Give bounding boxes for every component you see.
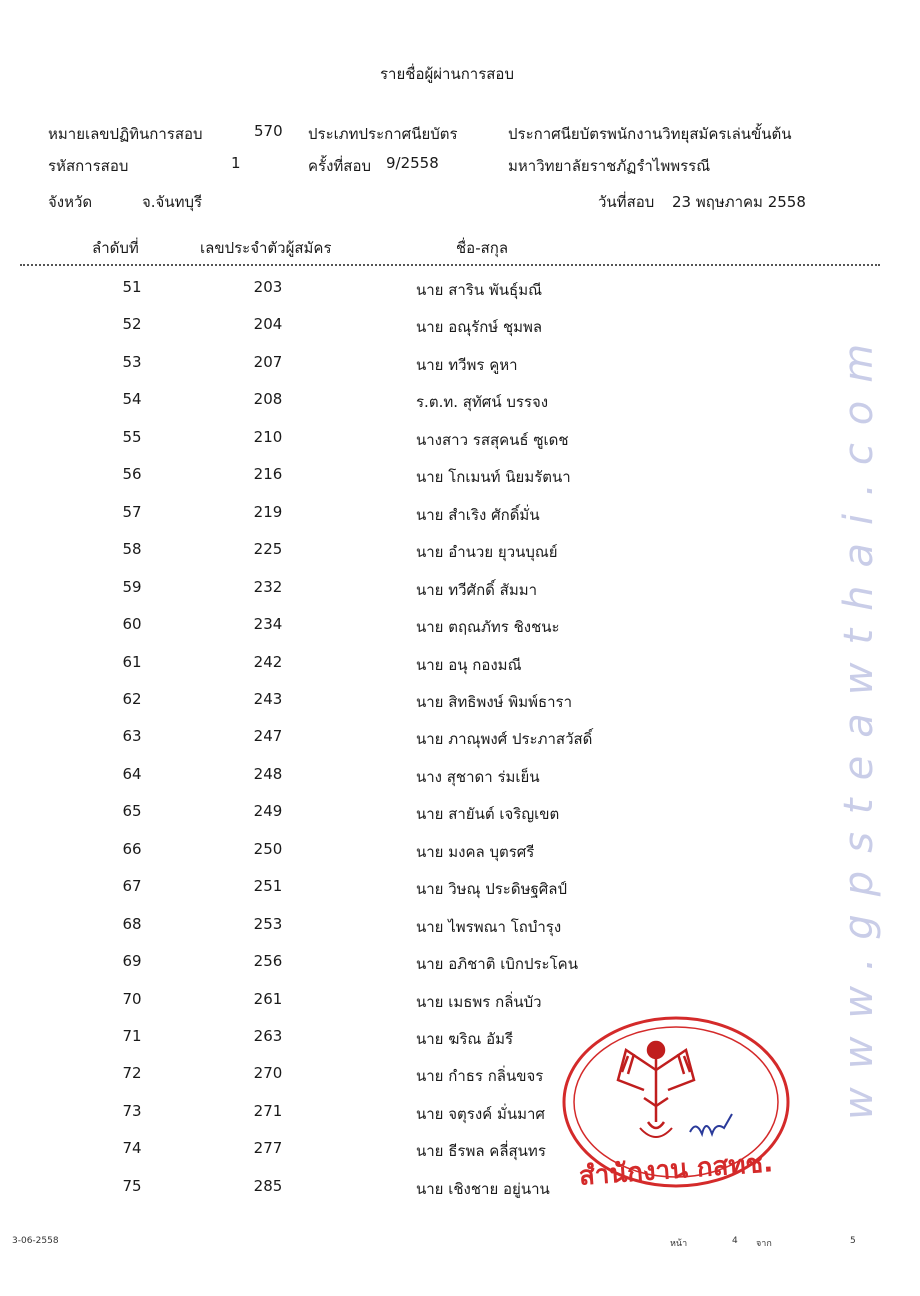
row-number: 74 [122, 1139, 142, 1158]
table-row [0, 727, 920, 757]
row-number: 53 [122, 352, 142, 371]
garuda-emblem-icon [618, 1042, 694, 1137]
cert-name-line2: มหาวิทยาลัยราชภัฏรำไพพรรณี [508, 157, 711, 175]
row-number: 52 [122, 315, 142, 334]
exam-code-label: รหัสการสอบ [48, 157, 129, 175]
row-number: 66 [122, 839, 142, 858]
applicant-name: นาย ภาณุพงศ์ ประภาสวัสดิ์ [416, 730, 593, 749]
applicant-name: นาย อำนวย ยุวนบุณย์ [416, 543, 558, 562]
applicant-name: นาย เมธพร กลิ่นบัว [416, 992, 542, 1011]
applicant-id: 243 [253, 689, 283, 708]
applicant-id: 249 [253, 802, 283, 821]
cert-type-label: ประเภทประกาศนียบัตร [308, 125, 458, 143]
applicant-id: 207 [253, 352, 283, 371]
applicant-name: นางสาว รสสุคนธ์ ซูเดช [416, 430, 569, 449]
row-number: 65 [122, 802, 142, 821]
table-row [0, 465, 920, 495]
cert-name-line1: ประกาศนียบัตรพนักงานวิทยุสมัครเล่นขั้นต้น [508, 125, 792, 143]
applicant-name: นาย สำเริง ศักดิ์มั่น [416, 505, 540, 524]
applicant-id: 242 [253, 652, 283, 671]
applicant-id: 256 [253, 952, 283, 971]
table-row [0, 915, 920, 945]
row-number: 59 [122, 577, 142, 596]
applicant-id: 250 [253, 839, 283, 858]
applicant-name: นาย ธีรพล คลี่สุนทร [416, 1142, 546, 1161]
applicant-id: 208 [253, 390, 283, 409]
applicant-id: 253 [253, 914, 283, 933]
table-row [0, 765, 920, 795]
applicant-id: 247 [253, 727, 283, 746]
svg-text:สำนักงาน กสทช.: สำนักงาน กสทช. [577, 1148, 775, 1188]
row-number: 68 [122, 914, 142, 933]
table-row [0, 578, 920, 608]
applicant-name: นาย กำธร กลิ่นขจร [416, 1067, 544, 1086]
applicant-id: 251 [253, 877, 283, 896]
applicant-id: 285 [253, 1176, 283, 1195]
row-number: 55 [122, 427, 142, 446]
applicant-name: นาย ทวีพร คูหา [416, 355, 518, 374]
exam-date-label: วันที่สอบ [598, 193, 655, 211]
applicant-id: 270 [253, 1064, 283, 1083]
row-number: 67 [122, 877, 142, 896]
table-row [0, 540, 920, 570]
row-number: 51 [122, 278, 142, 296]
applicant-name: นาย ไพรพณา โถบำรุง [416, 917, 562, 936]
exam-date-value: 23 พฤษภาคม 2558 [672, 193, 806, 211]
applicant-id: 263 [253, 1027, 283, 1045]
table-row [0, 315, 920, 345]
applicant-id: 248 [253, 764, 283, 783]
table-row [0, 428, 920, 458]
svg-text:www.gpsteawthai.com: www.gpsteawthai.com [836, 325, 882, 1120]
applicant-id: 234 [253, 615, 283, 634]
column-header-name: ชื่อ-สกุล [456, 239, 509, 257]
applicant-name: นาง สุชาดา ร่มเย็น [416, 767, 540, 786]
table-row [0, 278, 920, 308]
row-number: 70 [122, 989, 142, 1008]
applicant-id: 216 [253, 465, 283, 484]
applicant-id: 203 [253, 278, 283, 296]
province-label: จังหวัด [48, 193, 93, 211]
exam-code-value: 1 [231, 154, 241, 172]
row-number: 73 [122, 1101, 142, 1120]
applicant-id: 232 [253, 577, 283, 596]
table-row [0, 390, 920, 420]
row-number: 75 [122, 1176, 142, 1195]
page-of-label: จาก [756, 1239, 772, 1249]
table-row [0, 690, 920, 720]
table-row [0, 877, 920, 907]
applicant-name: นาย วิษณุ ประดิษฐศิลป์ [416, 880, 568, 899]
row-number: 58 [122, 540, 142, 559]
applicant-name: นาย ทวีศักดิ์ สัมมา [416, 580, 538, 599]
row-number: 63 [122, 727, 142, 746]
applicant-id: 204 [253, 315, 283, 334]
table-row [0, 840, 920, 870]
applicant-name: นาย สิทธิพงษ์ พิมพ์ธารา [416, 692, 573, 711]
applicant-id: 210 [253, 427, 283, 446]
row-number: 57 [122, 502, 142, 521]
applicant-name: นาย อภิชาติ เบิกประโคน [416, 955, 578, 974]
official-stamp [556, 1010, 796, 1188]
row-number: 72 [122, 1064, 142, 1083]
table-row [0, 503, 920, 533]
applicant-name: นาย โกเมนท์ นิยมรัตนา [416, 468, 571, 487]
applicant-name: นาย สายันต์ เจริญเขต [416, 805, 560, 824]
page-title: รายชื่อผู้ผ่านการสอบ [380, 65, 514, 83]
applicant-name: นาย ฆริณ อัมรี [416, 1030, 514, 1048]
permit-label: หมายเลขปฏิทินการสอบ [48, 125, 203, 143]
applicant-name: นาย ตฤณภัทร ชิงชนะ [416, 618, 560, 637]
applicant-name: ร.ต.ท. สุทัศน์ บรรจง [416, 393, 549, 412]
page-current: 4 [732, 1236, 738, 1246]
table-row [0, 615, 920, 645]
header-divider [20, 264, 880, 266]
round-label: ครั้งที่สอบ [308, 157, 371, 175]
table-row [0, 653, 920, 683]
table-row [0, 802, 920, 832]
round-value: 9/2558 [386, 154, 439, 172]
row-number: 69 [122, 952, 142, 971]
row-number: 56 [122, 465, 142, 484]
applicant-name: นาย อณุรักษ์ ชุมพล [416, 318, 543, 337]
applicant-name: นาย เชิงชาย อยู่นาน [416, 1179, 550, 1198]
table-row [0, 952, 920, 982]
column-header-no: ลำดับที่ [92, 239, 139, 257]
applicant-id: 277 [253, 1139, 283, 1158]
province-value: จ.จันทบุรี [142, 193, 203, 211]
print-date: 3-06-2558 [12, 1236, 59, 1246]
row-number: 54 [122, 390, 142, 409]
applicant-name: นาย อนุ กองมณี [416, 655, 522, 674]
row-number: 60 [122, 615, 142, 634]
page-label: หน้า [670, 1239, 688, 1249]
applicant-id: 271 [253, 1101, 283, 1120]
table-row [0, 353, 920, 383]
watermark [812, 140, 902, 1140]
applicant-id: 219 [253, 502, 283, 521]
row-number: 64 [122, 764, 142, 783]
applicant-id: 261 [253, 989, 283, 1008]
row-number: 61 [122, 652, 142, 671]
applicant-name: นาย สาริน พันธุ์มณี [416, 281, 542, 299]
applicant-id: 225 [253, 540, 283, 559]
page-total: 5 [850, 1236, 856, 1246]
applicant-name: นาย มงคล บุตรศรี [416, 842, 535, 861]
permit-value: 570 [254, 122, 283, 140]
row-number: 71 [122, 1027, 142, 1045]
row-number: 62 [122, 689, 142, 708]
column-header-id: เลขประจำตัวผู้สมัคร [200, 239, 332, 257]
applicant-name: นาย จตุรงค์ มั่นมาศ [416, 1104, 545, 1123]
